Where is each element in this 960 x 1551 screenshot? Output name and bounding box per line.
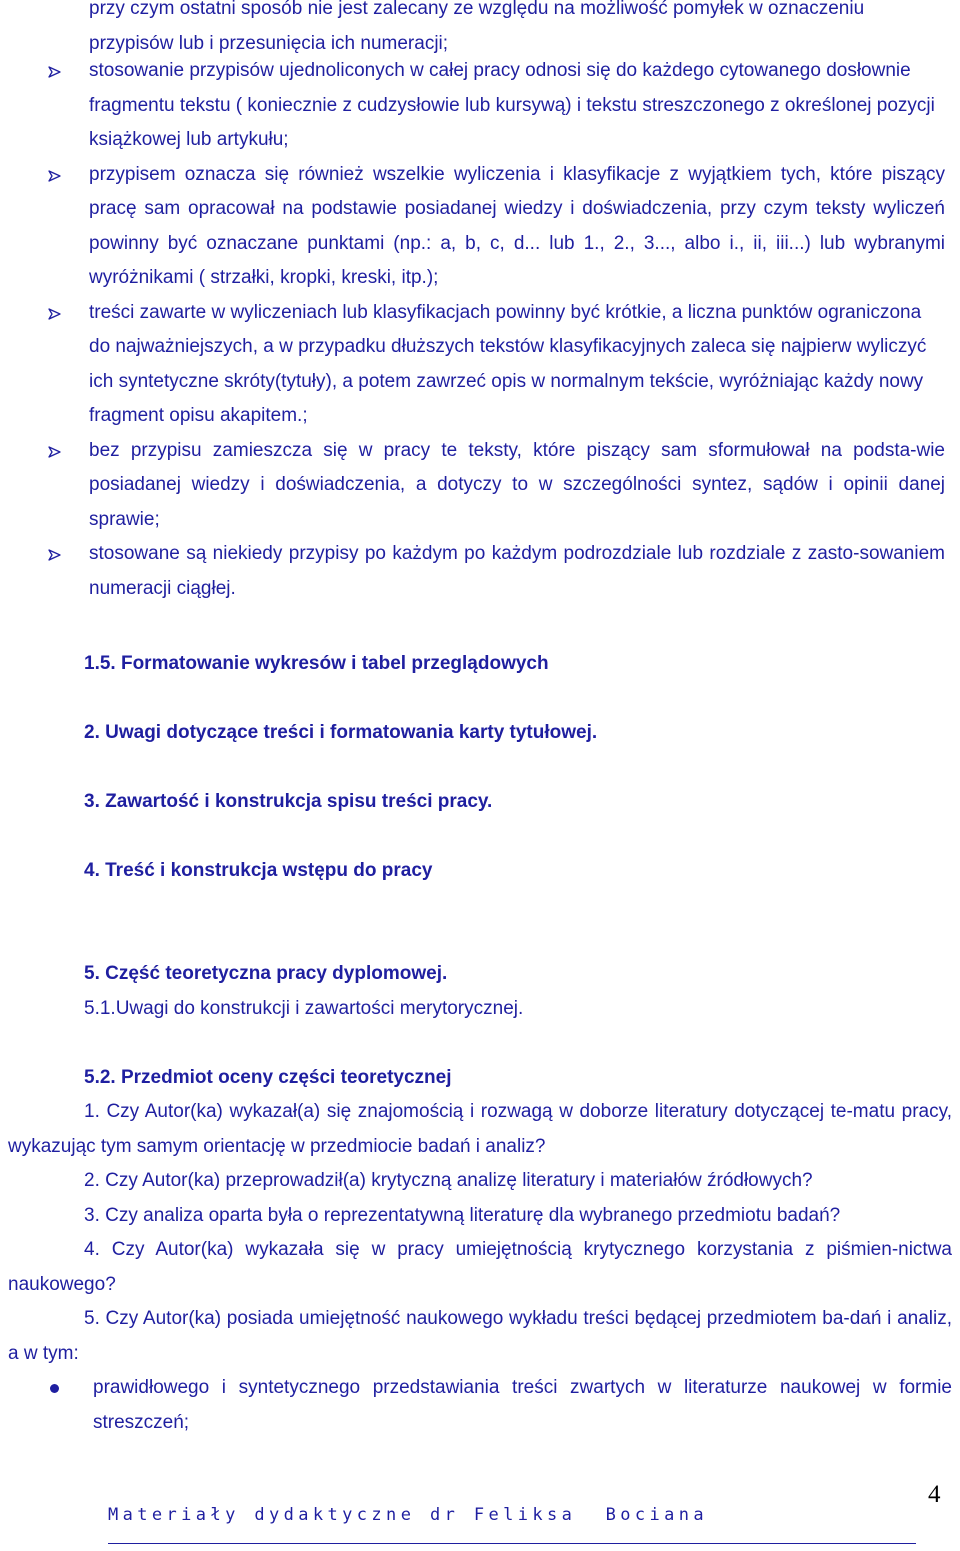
list-item <box>0 1371 952 1440</box>
arrow-bullet-icon <box>48 308 62 320</box>
question-item: 2. Czy Autor(ka) przeprowadził(a) krytyczną analizę literatury i materiałów źródłowych? <box>84 1170 813 1191</box>
subheading-5-1: 5.1.Uwagi do konstrukcji i zawartości merytorycznej. <box>84 998 524 1019</box>
footer-divider <box>108 1543 916 1544</box>
list-item <box>0 296 945 434</box>
question-item: 3. Czy analiza oparta była o reprezentatywną literaturę dla wybranego przedmiotu badań? <box>84 1204 841 1226</box>
question-item: 1. Czy Autor(ka) wykazał(a) się znajomością i rozwagą w doborze literatury dotyczącej te-matu pracy, wykazując tym samym orientację w przedmiocie badań i analiz? <box>8 1101 952 1157</box>
list-item-text: przypisem oznacza się również wszelkie wyliczenia i klasyfikacje z wyjątkiem tych, które piszący pracę sam opracował na podstawie posiadanej wiedzy i doświadczenia, przy czym teksty wyliczeń powinny być oznaczane punktami (np.: a, b, c, d... lub 1., 2., 3..., albo i., ii, iii...) lub wybranymi wyróżnikami ( strzałki, kropki, kreski, itp.); <box>89 163 945 288</box>
page-number: 4 <box>928 1481 941 1508</box>
heading-5: 5. Część teoretyczna pracy dyplomowej. <box>84 963 448 984</box>
dot-bullet-icon <box>50 1384 59 1393</box>
heading-1-5: 1.5. Formatowanie wykresów i tabel przeglądowych <box>84 653 549 674</box>
question-item: 4. Czy Autor(ka) wykazała się w pracy umiejętnością krytycznego korzystania z piśmien-nictwa naukowego? <box>8 1239 952 1295</box>
list-item <box>0 434 945 538</box>
arrow-bullet-icon <box>48 66 62 78</box>
question-list <box>8 1095 952 1371</box>
continuation-paragraph: przy czym ostatni sposób nie jest zalecany ze względu na możliwość pomyłek w oznaczeniu przypisów lub i przesunięcia ich numeracji; <box>89 0 865 54</box>
arrow-bullet-icon <box>48 170 62 182</box>
bullet-list <box>0 54 960 606</box>
list-item <box>0 158 945 296</box>
list-item-text: stosowane są niekiedy przypisy po każdym po każdym podrozdziale lub rozdziale z zasto-sowaniem numeracji ciągłej. <box>89 543 945 599</box>
list-item-text: treści zawarte w wyliczeniach lub klasyfikacjach powinny być krótkie, a liczna punktów ograniczona do najważniejszych, a w przypadku dłuższych tekstów klasyfikacyjnych zaleca się najpierw wyliczyć ich syntetyczne skróty(tytuły), a potem zawrzeć opis w normalnym tekście, wyróżniając każdy nowy fragment opisu akapitem.; <box>89 301 927 426</box>
list-item <box>0 54 945 158</box>
heading-2: 2. Uwagi dotyczące treści i formatowania karty tytułowej. <box>84 722 598 743</box>
arrow-bullet-icon <box>48 446 62 458</box>
footer-text: Materiały dydaktyczne dr Feliksa Bociana <box>108 1505 709 1525</box>
dot-bullet-list <box>0 1371 960 1440</box>
list-item-text: stosowanie przypisów ujednoliconych w całej pracy odnosi się do każdego cytowanego dosłownie fragmentu tekstu ( koniecznie z cudzysłowie lub kursywą) i tekstu streszczonego z określonej pozycji książkowej lub artykułu; <box>89 60 935 150</box>
question-item: 5. Czy Autor(ka) posiada umiejętność naukowego wykładu treści będącej przedmiotem ba-dań i analiz, a w tym: <box>8 1308 952 1364</box>
arrow-bullet-icon <box>48 549 62 561</box>
list-item <box>0 537 945 606</box>
list-item-text: bez przypisu zamieszcza się w pracy te teksty, które piszący sam sformułował na podsta-wie posiadanej wiedzy i doświadczenia, a dotyczy to w szczególności syntez, sądów i opinii danej sprawie; <box>89 439 945 530</box>
list-item-text: prawidłowego i syntetycznego przedstawiania treści zwartych w literaturze naukowej w formie streszczeń; <box>93 1377 952 1433</box>
heading-3: 3. Zawartość i konstrukcja spisu treści pracy. <box>84 791 493 812</box>
heading-5-2: 5.2. Przedmiot oceny części teoretycznej <box>84 1067 452 1088</box>
heading-4: 4. Treść i konstrukcja wstępu do pracy <box>84 860 433 881</box>
